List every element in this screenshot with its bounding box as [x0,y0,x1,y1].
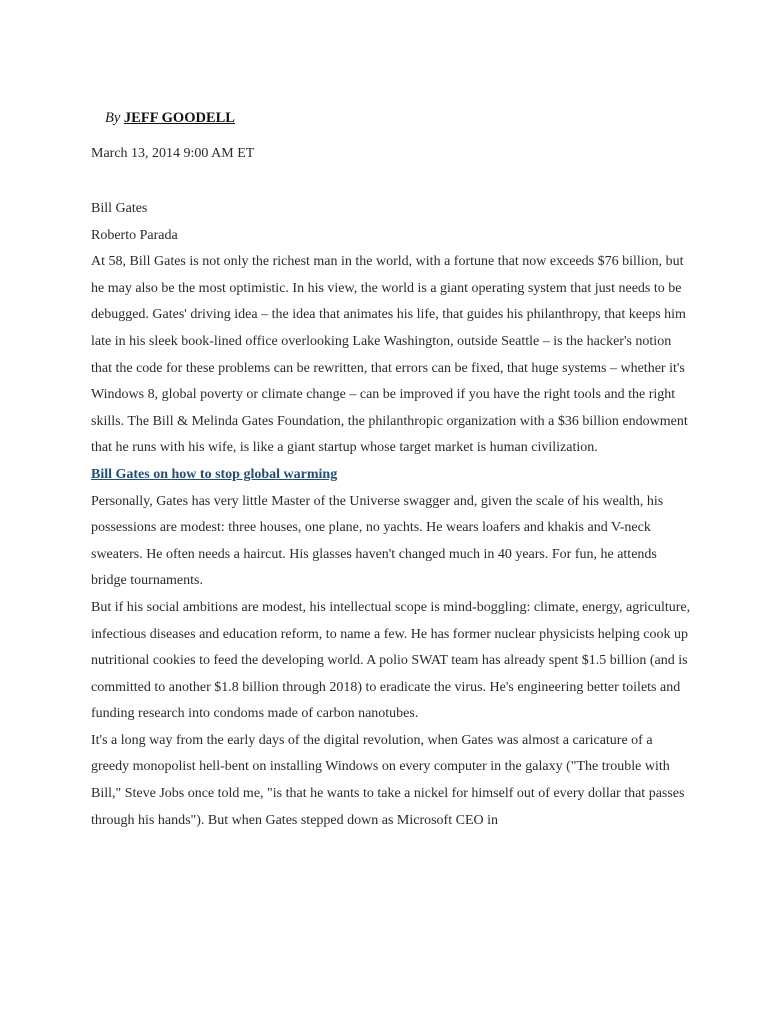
article-paragraph: At 58, Bill Gates is not only the richest man in the world, with a fortune that now exceeds $76 billion, but he may also be the most optimistic. In his view, the world is a giant operating system that just needs to be debugged. Gates' driving idea – the idea that animates his life, that guides his philanthropy, that keeps him late in his sleek book-lined office overlooking Lake Washington, outside Seattle – is the hacker's notion that the code for these problems can be rewritten, that errors can be fixed, that huge systems – whether it's Windows 8, global poverty or climate change – can be improved if you have the right tools and the right skills. The Bill & Melinda Gates Foundation, the philanthropic organization with a $36 billion endowment that he runs with his wife, is like a giant startup whose target market is human civilization. [91,254,688,456]
photo-credit: Roberto Parada [91,227,178,243]
photo-caption: Bill Gates [91,201,148,216]
article [91,108,691,834]
related-article-link[interactable]: Bill Gates on how to stop global warming [91,466,338,482]
author-link[interactable]: JEFF GOODELL [123,110,235,126]
byline-prefix: By [105,110,121,126]
article-paragraph: It's a long way from the early days of the digital revolution, when Gates was almost a caricature of a greedy monopolist hell-bent on installing Windows on every computer in the galaxy ("The trouble with Bill," Steve Jobs once told me, "is that he wants to take a nickel for himself out of every dollar that passes through his hands"). But when Gates stepped down as Microsoft CEO in [91,732,685,828]
publish-date: March 13, 2014 9:00 AM ET [91,146,255,161]
article-paragraph: But if his social ambitions are modest, his intellectual scope is mind-boggling: climate, energy, agriculture, infectious diseases and education reform, to name a few. He has former nuclear physicists helping cook up nutritional cookies to feed the developing world. A polio SWAT team has already spent $1.5 billion (and is committed to another $1.8 billion through 2018) to eradicate the virus. He's engineering better toilets and funding research into condoms made of carbon nanotubes. [91,599,691,722]
article-paragraph: Personally, Gates has very little Master of the Universe swagger and, given the scale of his wealth, his possessions are modest: three houses, one plane, no yachts. He wears loafers and khakis and V-neck sweaters. He often needs a haircut. His glasses haven't changed much in 40 years. For fun, he attends bridge tournaments. [91,493,664,589]
byline [105,108,691,128]
